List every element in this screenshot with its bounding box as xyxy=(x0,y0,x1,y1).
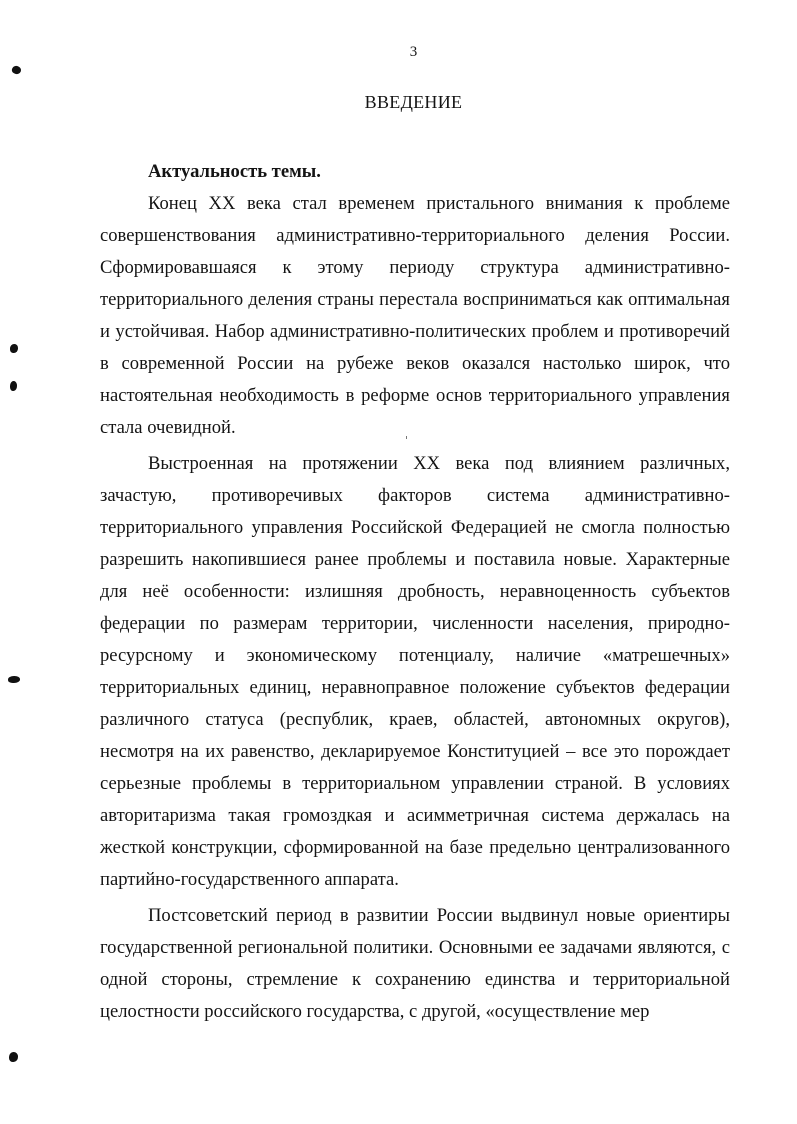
page-title: ВВЕДЕНИЕ xyxy=(364,92,463,112)
binding-hole-mark xyxy=(9,1052,18,1062)
binding-hole-mark xyxy=(11,64,23,75)
paragraph-3: Постсоветский период в развитии России выдвинул новые ориентиры государственной региональной политики. Основными ее задачами являются, с одной стороны, стремление к сохранению единства и территориальной целостности российского государства, с другой, «осуществление мер xyxy=(100,905,730,1022)
page-number: 3 xyxy=(409,44,418,60)
paragraph-2: Выстроенная на протяжении XX века под влиянием различных, зачастую, противоречивых факторов система административно-территориального управления Российской Федерацией не смогла полностью разрешить накопившиеся ранее проблемы и поставила новые. Характерные для неё особенности: излишняя дробность, неравноценность субъектов федерации по размерам территории, численности населения, природно-ресурсному и экономическому потенциалу, наличие «матрешечных» территориальных единиц, неравноправное положение субъектов федерации различного статуса (республик, краев, областей, автономных округов), несмотря на их равенство, декларируемое Конституцией – все это порождает серьезные проблемы в территориальном управлении страной. В условиях авторитаризма такая громоздкая и асимметричная система держалась на жесткой конструкции, сформированной на базе предельно централизованного партийно-государственного аппарата. xyxy=(100,453,730,890)
binding-hole-mark xyxy=(10,344,18,353)
scan-speck xyxy=(406,436,407,439)
section-heading: Актуальность темы. xyxy=(148,161,321,182)
binding-hole-mark xyxy=(8,676,20,683)
document-body xyxy=(100,156,730,1028)
paragraph-1: Конец XX века стал временем пристального внимания к проблеме совершенствования административно-территориального деления России. Сформировавшаяся к этому периоду структура административно-территориального деления страны перестала восприниматься как оптимальная и устойчивая. Набор административно-политических проблем и противоречий в современной России на рубеже веков оказался настолько широк, что настоятельная необходимость в реформе основ территориального управления стала очевидной. xyxy=(100,193,730,438)
binding-hole-mark xyxy=(10,381,17,391)
